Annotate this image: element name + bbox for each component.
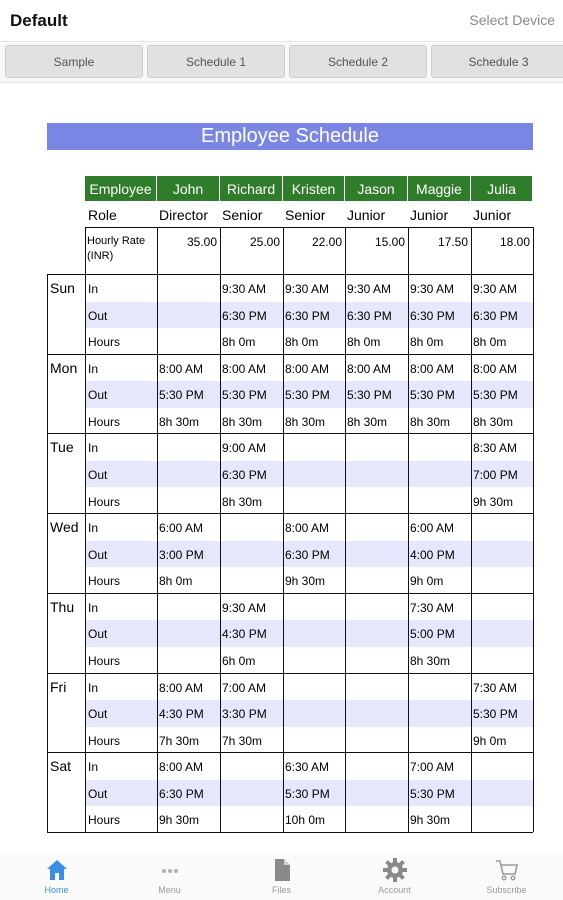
time-cell[interactable]: 8h 30m <box>159 414 200 429</box>
time-cell[interactable]: 7:00 AM <box>410 760 455 775</box>
row-label: Out <box>88 467 108 482</box>
role-cell: Junior <box>410 207 449 223</box>
row-label: In <box>88 680 99 695</box>
top-bar <box>0 0 563 42</box>
schedule-title: Employee Schedule <box>47 123 533 150</box>
row-label: Hours <box>88 335 121 350</box>
schedule-grid[interactable] <box>47 176 533 833</box>
time-cell[interactable]: 9:30 AM <box>473 282 518 296</box>
row-label: Hours <box>88 414 121 429</box>
time-cell[interactable]: 9h 0m <box>473 733 507 748</box>
time-cell[interactable]: 4:30 PM <box>159 707 204 722</box>
grid-line-h <box>47 752 533 753</box>
time-cell[interactable]: 8h 0m <box>473 335 507 350</box>
grid-line-h <box>47 832 533 833</box>
row-label: In <box>88 760 99 775</box>
time-cell[interactable]: 8:00 AM <box>159 760 204 775</box>
time-cell[interactable]: 6:00 AM <box>159 521 204 536</box>
grid-line-h <box>47 433 533 434</box>
hourly-rate-cell[interactable]: 25.00 <box>249 235 280 249</box>
row-label: Out <box>88 786 108 801</box>
nav-subscribe-label: Subscribe <box>486 885 527 895</box>
time-cell[interactable]: 6:30 PM <box>410 308 455 323</box>
header-cell-employee-name: Maggie <box>408 176 470 201</box>
grid-line-h <box>47 673 533 674</box>
time-cell[interactable]: 8:00 AM <box>159 361 204 376</box>
day-label: Tue <box>50 439 74 456</box>
time-cell[interactable]: 8h 0m <box>285 335 319 350</box>
row-label: In <box>88 441 99 456</box>
row-label: Hours <box>88 574 121 589</box>
role-cell: Senior <box>285 207 326 223</box>
nav-home-label: Home <box>44 885 69 895</box>
time-cell[interactable]: 8h 30m <box>222 494 263 509</box>
time-cell[interactable]: 6:30 PM <box>222 467 267 482</box>
role-cell: Junior <box>347 207 386 223</box>
nav-home[interactable] <box>0 858 113 900</box>
time-cell[interactable]: 9:30 AM <box>347 282 392 296</box>
grid-line-v <box>157 227 158 832</box>
grid-line-h <box>47 354 533 355</box>
hourly-rate-cell[interactable]: 15.00 <box>374 235 405 249</box>
sheet-tab-bar <box>0 43 563 83</box>
grid-line-h <box>47 513 533 514</box>
time-cell[interactable]: 9h 30m <box>473 494 514 509</box>
time-cell[interactable]: 9h 30m <box>410 813 451 828</box>
time-cell[interactable]: 7h 30m <box>159 733 200 748</box>
time-cell[interactable]: 8:00 AM <box>410 361 455 376</box>
row-label: Out <box>88 707 108 722</box>
header-cell-employee-name: John <box>157 176 219 201</box>
time-cell[interactable]: 5:30 PM <box>222 388 267 403</box>
time-cell[interactable]: 8h 0m <box>222 335 256 350</box>
tab-sample[interactable]: Sample <box>5 45 143 78</box>
row-label: Hours <box>88 733 121 748</box>
more-icon <box>158 858 182 882</box>
time-cell[interactable]: 5:30 PM <box>285 786 330 801</box>
role-cell: Junior <box>473 207 512 223</box>
grid-line-v <box>47 274 48 832</box>
time-cell[interactable]: 6:30 PM <box>159 786 204 801</box>
hourly-rate-cell[interactable]: 17.50 <box>437 235 468 249</box>
time-cell[interactable]: 9:30 AM <box>222 282 267 296</box>
time-cell[interactable]: 5:30 PM <box>347 388 392 403</box>
row-label: Out <box>88 547 108 562</box>
time-cell[interactable]: 8h 30m <box>222 414 263 429</box>
grid-line-h <box>47 593 533 594</box>
time-cell[interactable]: 7:30 AM <box>473 680 518 695</box>
grid-line-v <box>471 227 472 832</box>
time-cell[interactable]: 9h 0m <box>410 574 444 589</box>
out-row-band <box>85 620 533 647</box>
time-cell[interactable]: 8h 30m <box>410 653 451 668</box>
out-row-band <box>85 700 533 727</box>
tab-schedule-1[interactable]: Schedule 1 <box>147 45 285 78</box>
time-cell[interactable]: 5:30 PM <box>410 786 455 801</box>
time-cell[interactable]: 4:30 PM <box>222 627 267 642</box>
time-cell[interactable]: 5:00 PM <box>410 627 455 642</box>
time-cell[interactable]: 10h 0m <box>285 813 326 828</box>
time-cell[interactable]: 6:30 PM <box>285 308 330 323</box>
day-label: Fri <box>50 678 67 695</box>
hourly-rate-cell[interactable]: 35.00 <box>186 235 217 249</box>
time-cell[interactable]: 3:00 PM <box>159 547 204 562</box>
time-cell[interactable]: 8h 30m <box>410 414 451 429</box>
grid-line-v <box>345 227 346 832</box>
time-cell[interactable]: 8:00 AM <box>285 361 330 376</box>
nav-account-label: Account <box>378 885 411 895</box>
grid-line-v <box>85 227 86 832</box>
time-cell[interactable]: 8:00 AM <box>347 361 392 376</box>
day-label: Thu <box>50 598 75 615</box>
row-label: Out <box>88 388 108 403</box>
role-cell: Senior <box>222 207 263 223</box>
time-cell[interactable]: 5:30 PM <box>410 388 455 403</box>
grid-line-h <box>85 227 533 228</box>
nav-files-label: Files <box>271 885 291 895</box>
grid-line-v <box>533 227 534 832</box>
grid-line-v <box>283 227 284 832</box>
time-cell[interactable]: 4:00 PM <box>410 547 455 562</box>
grid-line-h <box>47 274 533 275</box>
time-cell[interactable]: 5:30 PM <box>473 388 518 403</box>
time-cell[interactable]: 8:00 AM <box>222 361 267 376</box>
time-cell[interactable]: 5:30 PM <box>473 707 518 722</box>
time-cell[interactable]: 8h 30m <box>473 414 514 429</box>
row-label: Hours <box>88 494 121 509</box>
time-cell[interactable]: 9:30 AM <box>222 600 267 615</box>
time-cell[interactable]: 8h 0m <box>159 574 193 589</box>
row-label: Hours <box>88 813 121 828</box>
time-cell[interactable]: 8:00 AM <box>473 361 518 376</box>
nav-subscribe[interactable] <box>450 858 563 900</box>
role-label: Role <box>88 207 117 223</box>
header-cell-employee: Employee <box>85 176 156 201</box>
gear-icon <box>383 858 407 882</box>
out-row-band <box>85 461 533 488</box>
nav-menu-label: Menu <box>158 885 181 895</box>
day-label: Sat <box>50 758 72 775</box>
time-cell[interactable]: 9:00 AM <box>222 441 267 456</box>
time-cell[interactable]: 7:30 AM <box>410 600 455 615</box>
home-icon <box>45 858 69 882</box>
nav-account[interactable] <box>338 858 451 900</box>
time-cell[interactable]: 6:30 PM <box>222 308 267 323</box>
row-label: Out <box>88 627 108 642</box>
time-cell[interactable]: 9h 30m <box>159 813 200 828</box>
file-icon <box>270 858 294 882</box>
grid-line-v <box>408 227 409 832</box>
time-cell[interactable]: 8:00 AM <box>285 521 330 536</box>
time-cell[interactable]: 7:00 AM <box>222 680 267 695</box>
role-cell: Director <box>159 207 209 223</box>
time-cell[interactable]: 9:30 AM <box>285 282 330 296</box>
row-label: In <box>88 282 99 296</box>
time-cell[interactable]: 8:30 AM <box>473 441 518 456</box>
time-cell[interactable]: 8h 30m <box>347 414 388 429</box>
day-label: Mon <box>50 359 78 376</box>
app-title: Default <box>10 11 68 30</box>
time-cell[interactable]: 6:30 PM <box>347 308 392 323</box>
tab-schedule-2[interactable]: Schedule 2 <box>289 45 427 78</box>
time-cell[interactable]: 6:00 AM <box>410 521 455 536</box>
time-cell[interactable]: 9:30 AM <box>410 282 455 296</box>
nav-menu[interactable] <box>113 858 226 900</box>
time-cell[interactable]: 5:30 PM <box>285 388 330 403</box>
time-cell[interactable]: 3:30 PM <box>222 707 267 722</box>
hourly-rate-cell[interactable]: 22.00 <box>311 235 342 249</box>
time-cell[interactable]: 9h 30m <box>285 574 326 589</box>
cart-icon <box>495 858 519 882</box>
time-cell[interactable]: 6:30 PM <box>285 547 330 562</box>
time-cell[interactable]: 6:30 AM <box>285 760 330 775</box>
row-label: Hours <box>88 653 121 668</box>
time-cell[interactable]: 6h 0m <box>222 653 256 668</box>
tab-schedule-3[interactable]: Schedule 3 <box>431 45 563 78</box>
time-cell[interactable]: 5:30 PM <box>159 388 204 403</box>
row-label: In <box>88 600 99 615</box>
time-cell[interactable]: 7h 30m <box>222 733 263 748</box>
time-cell[interactable]: 8:00 AM <box>159 680 204 695</box>
time-cell[interactable]: 8h 30m <box>285 414 326 429</box>
row-label: In <box>88 361 99 376</box>
day-label: Sun <box>50 280 75 296</box>
select-device-button[interactable]: Select Device <box>469 12 555 28</box>
nav-files[interactable] <box>225 858 338 900</box>
hourly-rate-cell[interactable]: 18.00 <box>499 235 530 249</box>
time-cell[interactable]: 7:00 PM <box>473 467 518 482</box>
time-cell[interactable]: 8h 0m <box>347 335 381 350</box>
hourly-rate-label: Hourly Rate (INR) <box>87 235 146 262</box>
header-cell-employee-name: Kristen <box>283 176 344 201</box>
day-label: Wed <box>50 519 79 536</box>
header-cell-employee-name: Julia <box>471 176 532 201</box>
grid-line-v <box>220 227 221 832</box>
time-cell[interactable]: 6:30 PM <box>473 308 518 323</box>
time-cell[interactable]: 8h 0m <box>410 335 444 350</box>
row-label: Out <box>88 308 108 323</box>
header-cell-employee-name: Jason <box>345 176 407 201</box>
row-label: In <box>88 521 99 536</box>
header-cell-employee-name: Richard <box>220 176 282 201</box>
